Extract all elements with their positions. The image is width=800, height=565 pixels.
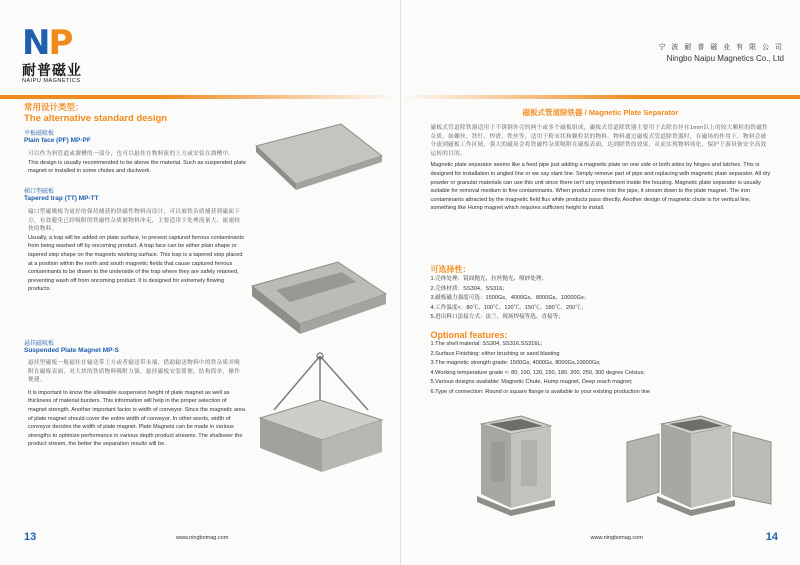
tapered-cn-body: 输口型磁吸板为更好的保持捕获的铁磁性物料而设计，可以被铁杂质捕获到磁面下方，有效避免已经吸附的铁磁性杂质被物料冲走，主要适用于处理流量大、流速较快的物料。	[28, 209, 241, 233]
title-rule-right	[401, 95, 800, 99]
website-left: www.ningbomag.com	[176, 535, 229, 541]
page-number-left: 13	[24, 531, 37, 543]
tapered-en: Tapered trap (TT) MP-TT	[24, 195, 99, 202]
plain-en: Plain face (PF) MP-PF	[24, 137, 91, 144]
optional-features-en	[431, 330, 776, 397]
opt-en-item: 6.Type of connection: Round or square flange is available to your existing production line	[430, 388, 651, 395]
suspended-magnet-photo	[246, 348, 394, 478]
plain-en-body: This design is usually recommended to be above the material. Such as suspended plate magnet or installed in some chutes and ductwork.	[28, 159, 246, 175]
suspended-heading	[24, 338, 174, 354]
plain-face-plate-photo	[246, 116, 386, 194]
plain-cn: 平板磁吸板	[24, 131, 55, 137]
optional-title-cn: 可选择性：	[430, 265, 471, 274]
title-rule	[0, 95, 400, 99]
section-title-cn: 常用设计类型：	[24, 102, 84, 112]
opt-cn-item: 1.壳体处理：镜面抛光、拉丝抛光、喷砂处理；	[430, 276, 548, 282]
suspended-en: Suspended Plate Magnet MP-S	[24, 347, 119, 354]
opt-en-item: 5.Various designs available: Magnetic Chute, Hump magnet, Deep reach magnet;	[430, 379, 633, 385]
tapered-trap-body	[28, 208, 246, 294]
intro-cn: 磁板式管道除铁器适用于不锈钢外壳的两个或多个磁板组成，磁板式管道除铁器主要用于去除直径在1mm以上的较大颗粒的铁磁性杂质，如螺丝、铁钉、焊渣、铁丝等，适用于粉末状和颗粒状的物料。物料通过磁板式管道除铁器时，在磁场的作用下，物料会被分流到磁板工作区域，强大的磁场会将铁磁性杂质吸附在磁板表面，达到除铁的效果，从而实现物料纯化，保护下游设备安全高效运转的目的。	[430, 125, 768, 157]
plain-cn-body: 可以作为斜管道或溜槽的一部分，也可以悬挂在物料流的上方或安装在溜槽中。	[28, 151, 235, 157]
optional-list-en	[431, 340, 776, 397]
company-name-cn: 宁 波 耐 普 磁 业 有 限 公 司	[658, 44, 784, 51]
optional-list-cn	[431, 275, 771, 323]
opt-cn-item: 3.磁板磁力强度可选：1500Gs、4000Gs、8000Gs、10000Gs；	[430, 295, 590, 301]
opt-en-item: 3.The magnetic strength grade: 1500Gs, 4000Gs, 8000Gs,10000Gs;	[430, 360, 601, 366]
tapered-trap-heading	[24, 186, 174, 202]
plain-face-body	[28, 150, 248, 176]
company-header	[658, 42, 784, 63]
optional-features-cn	[431, 264, 771, 323]
opt-cn-item: 2.壳体材质：SS304、SS316；	[430, 285, 508, 292]
opt-cn-item: 4.工作温度<：80℃、100℃、120℃、150℃、180℃、200℃；	[430, 304, 587, 311]
suspended-en-body: It is important to know the allowable suspension height of plate magnet as well as thickness of material burders. This information will help in the proper selection of magnet strength. Another important factor is width of conveyor. Since the magnetic area of plate magnet should cover the entire width of conveyor. In other words, width of conveyor decides the width of plate magnet. Plate Magnets can be made in various strengths to optimize performance in various depth product streams. The shallower the product stream, the better the separation results will be.	[28, 389, 246, 448]
suspended-cn-body: 悬挂型磁板一般悬挂在输送带上方或者输送带末端，借助输送物料中的铁杂质并吸附在磁板表面，对大块的铁质物料吸附力强，悬挂磁板安装简便，结构简单，操作便捷。	[28, 360, 241, 384]
optional-title-en: Optional features:	[430, 330, 508, 340]
opt-en-item: 2.Surface Finishing: either brushing or sand blasting	[430, 350, 560, 357]
page-number-right: 14	[765, 531, 778, 543]
product-title: 磁板式管道除铁器 / Magnetic Plate Separator	[522, 108, 679, 117]
separator-photo-open	[621, 412, 776, 524]
product-intro	[431, 124, 771, 213]
tapered-trap-plate-photo	[246, 252, 391, 342]
website-right: www.ningbomag.com	[590, 535, 643, 541]
opt-en-item: 4.Working temperature grade <: 80, 100, 120, 150, 180, 200, 250, 300 degree Celsius;	[430, 369, 645, 376]
logo-mark: NP	[22, 23, 72, 63]
suspended-cn: 悬挂磁吸板	[24, 341, 55, 347]
intro-en: Magnetic plate separator seems like a feed pipe just adding a magnetic plate on one side or both sides by hinges and latches. This is designed for installation in angled line or we say slant line. Simply remove part of pipe and replacing with magnetic plate separator. All dry powder or granular materials can use this unit since there isn't any impediment inside the housing. Magnetic plate separator is usually suitable for removal medium to fine contaminants. When product come into the pipe, it stream down to the plate magnet. The iron contaminants attracted by the magnetic field flux while products pass directly. Another design of magnetic chute is for vertical line, something like Hump magnet which requires sufficient height to install.	[430, 162, 771, 212]
company-name-en: Ningbo Naipu Magnetics Co., Ltd	[666, 54, 784, 63]
section-title-en: The alternative standard design	[24, 113, 168, 124]
plain-face-heading	[24, 128, 142, 144]
opt-cn-item: 5.进出料口法接方式：法兰、现场焊接等选、直接等；	[430, 314, 564, 320]
suspended-body	[28, 359, 246, 449]
logo-cn: 耐普磁业	[22, 62, 82, 78]
right-page	[401, 0, 800, 565]
company-logo	[22, 24, 86, 94]
tapered-cn: 梯口型磁板	[24, 189, 55, 195]
logo-en: NAIPU MAGNETICS	[22, 78, 81, 84]
tapered-en-body: Usually, a trap will be added on plate surface, to prevent captured ferrous contaminants from being washed off by oncoming product. A trap face can be either plain shape or tapered step shape on the magnets working surface. This trap is a tapered step placed at a position within the north and south magnetic fields that cause captured ferrous contaminants to be drawn to the underside of the trap where they are safely retained, preventing wash off from oncoming product. It is designed for extremely flowing products.	[28, 234, 244, 293]
separator-photo-closed	[451, 412, 581, 524]
opt-en-item: 1.The shell material: SS304, SS316,SS316L;	[430, 341, 543, 347]
